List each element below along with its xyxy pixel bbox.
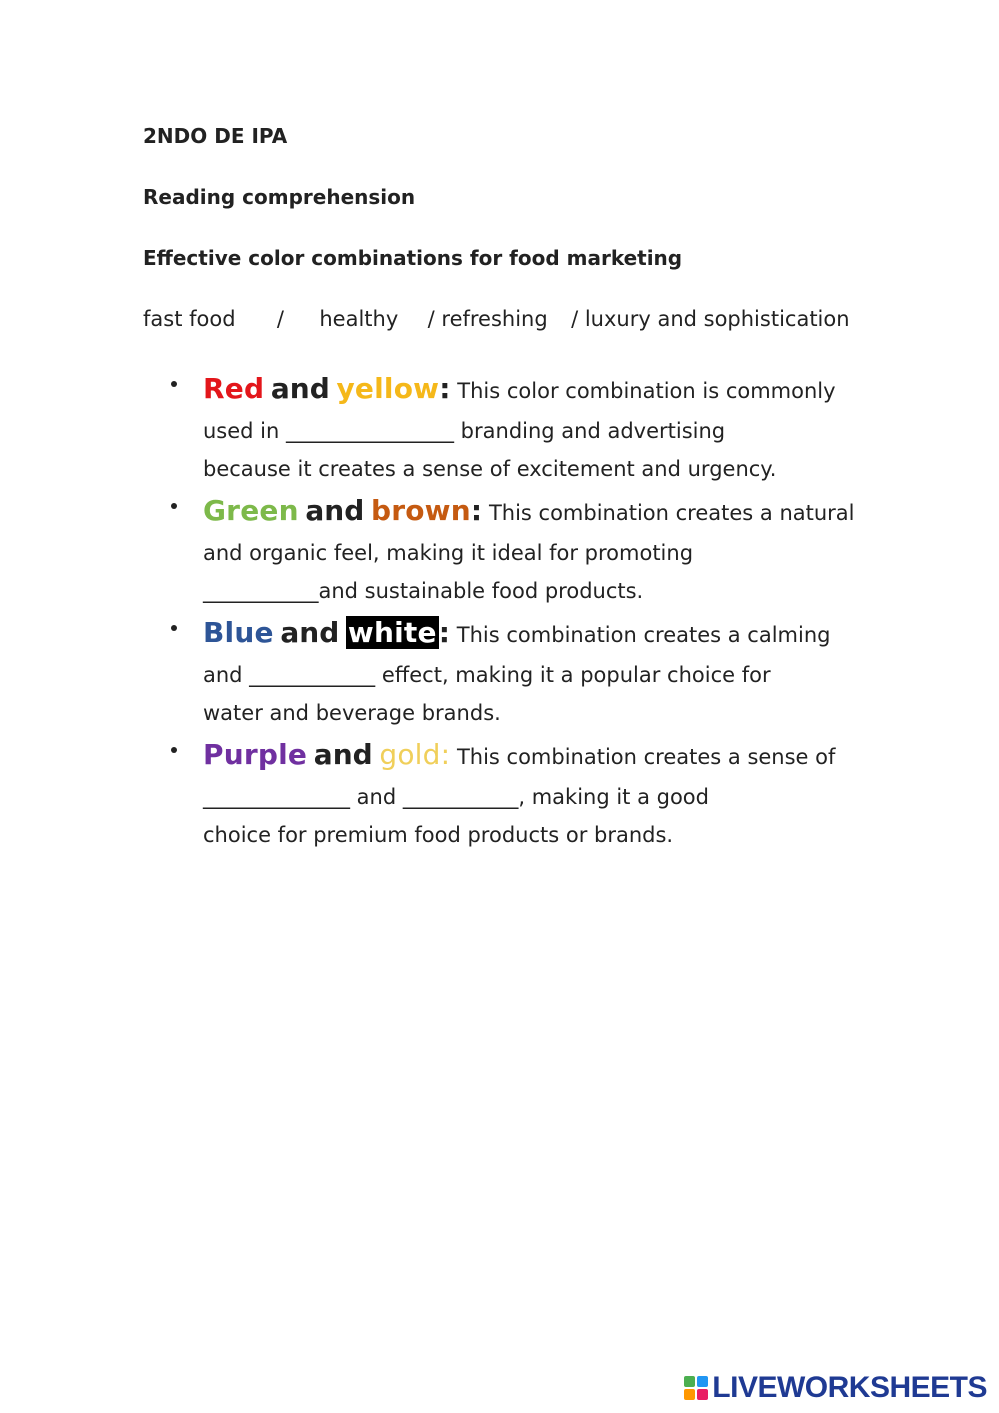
word-bank-fast-food: fast food xyxy=(143,307,236,331)
item-text: and organic feel, making it ideal for promoting xyxy=(203,541,694,565)
item-text: This color combination is commonly xyxy=(457,379,836,403)
liveworksheets-brand[interactable] xyxy=(684,1371,987,1405)
section-heading: Effective color combinations for food marketing xyxy=(143,246,683,270)
item-text: choice for premium food products or brands. xyxy=(203,823,674,847)
list-item xyxy=(171,366,871,488)
item-text: This combination creates a sense of xyxy=(456,745,836,769)
item-text: because it creates a sense of excitement and urgency. xyxy=(203,457,777,481)
page-title: 2NDO DE IPA xyxy=(143,124,288,148)
bullet-icon xyxy=(171,503,177,509)
and-word: and xyxy=(305,494,365,527)
item-text: ______________ and ___________, making it a good xyxy=(203,785,709,809)
word-bank-refreshing: / refreshing xyxy=(427,307,548,331)
item-text: used in ________________ branding and advertising xyxy=(203,419,726,443)
list-item xyxy=(171,732,871,854)
color-word-white: white xyxy=(347,616,437,649)
color-combination-list xyxy=(171,366,871,854)
and-word: and xyxy=(270,372,330,405)
bullet-icon xyxy=(171,625,177,631)
brand-name: LIVEWORKSHEETS xyxy=(712,1371,987,1404)
color-word-yellow: yellow xyxy=(336,372,440,405)
color-word-green: Green xyxy=(203,494,299,527)
word-bank-separator: / xyxy=(276,307,284,331)
item-text: and ____________ effect, making it a popular choice for xyxy=(203,663,771,687)
and-word: and xyxy=(280,616,340,649)
word-bank xyxy=(143,307,850,331)
liveworksheets-logo-icon xyxy=(684,1376,708,1400)
bullet-icon xyxy=(171,381,177,387)
color-word-red: Red xyxy=(203,372,265,405)
colon: : xyxy=(439,372,451,405)
bullet-icon xyxy=(171,747,177,753)
colon: : xyxy=(470,494,483,527)
item-text: This combination creates a natural xyxy=(488,501,855,525)
color-word-brown: brown xyxy=(370,494,471,527)
color-word-blue: Blue xyxy=(203,616,274,649)
item-text: This combination creates a calming xyxy=(456,623,831,647)
item-text: ___________and sustainable food products. xyxy=(203,579,644,603)
word-bank-healthy: healthy xyxy=(319,307,399,331)
color-word-gold: gold: xyxy=(379,738,451,771)
item-text: water and beverage brands. xyxy=(203,701,501,725)
and-word: and xyxy=(313,738,373,771)
colon: : xyxy=(438,616,451,649)
page-subtitle: Reading comprehension xyxy=(143,185,416,209)
list-item xyxy=(171,610,871,732)
color-word-purple: Purple xyxy=(203,738,308,771)
list-item xyxy=(171,488,871,610)
word-bank-luxury: / luxury and sophistication xyxy=(571,307,850,331)
